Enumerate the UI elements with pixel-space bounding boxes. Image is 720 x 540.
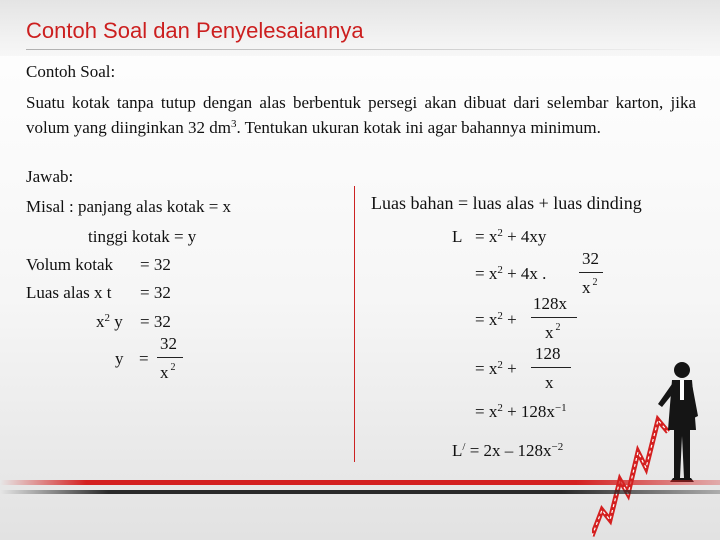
- step1-denominator: [582, 278, 598, 301]
- answer-label: Jawab:: [26, 167, 74, 186]
- d-exp: −2: [551, 441, 564, 453]
- step2-fraction-bar: [531, 317, 577, 318]
- step2-numerator: 128x: [533, 294, 567, 313]
- base-area-label: Luas alas x t: [26, 283, 112, 302]
- s4-rest: + 128x: [502, 402, 555, 421]
- x2y-base: x: [96, 312, 105, 331]
- l-exp: 2: [497, 227, 503, 239]
- volume-value: = 32: [140, 255, 171, 274]
- y-label: y: [115, 349, 124, 368]
- let-statement: Misal : panjang alas kotak = x: [26, 197, 232, 216]
- y-fraction-numerator: 32: [160, 334, 177, 353]
- bottom-red-stripe: [0, 480, 720, 485]
- area-L-expression: [475, 227, 546, 247]
- example-heading: Contoh Soal:: [26, 62, 116, 81]
- volume-label: Volum kotak: [26, 255, 114, 274]
- d-rest: = 2x – 128x: [465, 441, 552, 460]
- step1-expression: [475, 264, 546, 284]
- y-fraction-bar: [157, 357, 183, 358]
- s1-lhs: = x: [475, 264, 498, 283]
- s1-rest: + 4x .: [502, 264, 547, 283]
- step2-expression: [475, 310, 517, 330]
- y-den-exponent: 2: [170, 362, 176, 373]
- slide-title: Contoh Soal dan Penyelesaiannya: [26, 18, 364, 43]
- step1-numerator: 32: [582, 249, 599, 268]
- l-eq: = x: [475, 227, 498, 246]
- step3-denominator: x: [545, 373, 554, 392]
- l-rest: + 4xy: [502, 227, 547, 246]
- businessman-arrow-icon: [592, 360, 720, 540]
- s3-rest: +: [502, 359, 517, 378]
- s1-den-base: x: [582, 278, 591, 297]
- s1-den-exp: 2: [592, 277, 598, 288]
- y-fraction-denominator: [160, 363, 176, 386]
- s2-rest: +: [502, 310, 517, 329]
- x2y-expression: [96, 312, 123, 332]
- step3-fraction-bar: [531, 367, 571, 368]
- problem-exponent: 3: [230, 118, 237, 130]
- column-divider: [354, 186, 355, 462]
- s4-exp: 2: [497, 402, 503, 414]
- s1-exp: 2: [497, 264, 503, 276]
- step4-expression: [475, 402, 567, 422]
- area-L-label: L: [452, 227, 463, 246]
- d-label: L: [452, 441, 463, 460]
- step3-expression: [475, 359, 517, 379]
- problem-statement: [26, 90, 696, 140]
- bottom-dark-stripe: [0, 490, 720, 494]
- x2y-rest: y: [110, 312, 123, 331]
- step1-fraction-bar: [579, 272, 603, 273]
- s4-lhs: = x: [475, 402, 498, 421]
- x2y-value: = 32: [140, 312, 171, 331]
- derivative-expression: [452, 441, 563, 461]
- problem-text-1: Suatu kotak tanpa tutup dengan alas berbentuk persegi akan dibuat dari selembar karton, jika volum yang diinginkan 32 dm: [26, 93, 696, 137]
- s4-exp2: −1: [554, 402, 567, 414]
- x2y-exponent: 2: [104, 312, 110, 324]
- base-area-value: = 32: [140, 283, 171, 302]
- s3-lhs: = x: [475, 359, 498, 378]
- step2-denominator: [545, 323, 561, 346]
- y-den-base: x: [160, 363, 169, 382]
- height-statement: tinggi kotak = y: [88, 227, 197, 246]
- s2-den-base: x: [545, 323, 554, 342]
- d-prime: /: [462, 441, 466, 453]
- title-underline: [26, 49, 706, 50]
- s2-exp: 2: [497, 310, 503, 322]
- s2-den-exp: 2: [555, 322, 561, 333]
- s2-lhs: = x: [475, 310, 498, 329]
- s3-exp: 2: [497, 359, 503, 371]
- area-heading: Luas bahan = luas alas + luas dinding: [371, 193, 642, 213]
- y-equals: =: [139, 349, 149, 368]
- step3-numerator: 128: [535, 344, 561, 363]
- problem-text-2: . Tentukan ukuran kotak ini agar bahannya minimum.: [236, 118, 601, 137]
